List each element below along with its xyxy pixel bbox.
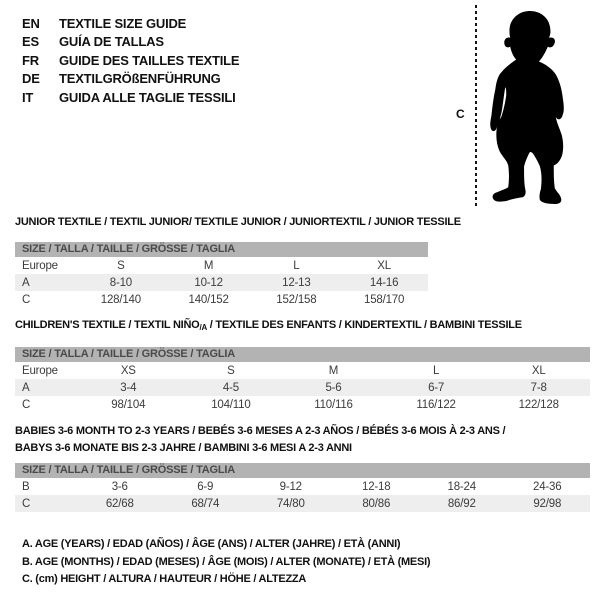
row-label-cell: C [22,497,31,510]
table-cell: 158/170 [364,293,405,306]
table-cell: 8-10 [109,276,132,289]
row-label-cell: B [22,480,30,493]
footnote-height: C. (cm) HEIGHT / ALTURA / HAUTEUR / HÖHE / ALTEZZA [22,573,307,585]
lang-code: ES [22,34,39,50]
title-subscript: /A [199,323,207,332]
table-cell: 4-5 [222,381,239,394]
table-cell: S [227,364,235,377]
lang-row-es [22,33,239,52]
table-cell: L [293,259,300,272]
table-cell: XS [120,364,136,377]
table-row [15,379,590,396]
row-label-cell: A [22,276,30,289]
lang-label: TEXTILGRÖßENFÜHRUNG [59,71,221,87]
table-cell: 140/152 [188,293,229,306]
toddler-silhouette-icon [484,8,576,206]
measure-dashed-line [475,5,477,208]
table-cell: 3-4 [120,381,137,394]
table-cell: 128/140 [100,293,141,306]
table-cell: 3-6 [111,480,128,493]
lang-label: GUIDA ALLE TAGLIE TESSILI [59,89,236,105]
measure-label-c: C [456,107,465,121]
table-cell: 7-8 [530,381,547,394]
table-cell: 98/104 [111,398,146,411]
lang-code: EN [22,15,40,31]
table-cell: M [203,259,214,272]
lang-label: TEXTILE SIZE GUIDE [59,15,187,31]
lang-row-fr [22,51,239,70]
table-cell: 116/122 [416,398,456,411]
size-header-bar: SIZE / TALLA / TAILLE / GRÖSSE / TAGLIA [15,347,590,362]
table-cell: 62/68 [105,497,134,510]
table-row [15,478,590,495]
table-cell: 9-12 [279,480,302,493]
table-cell: 5-6 [325,381,342,394]
table-cell: 122/128 [518,398,559,411]
table-row [15,495,590,512]
language-legend [22,14,239,107]
footnote-age-years: A. AGE (YEARS) / EDAD (AÑOS) / ÂGE (ANS) / ALTER (JAHRE) / ETÀ (ANNI) [22,538,401,550]
footnote-age-months: B. AGE (MONTHS) / EDAD (MESES) / ÂGE (MOIS) / ALTER (MONATE) / ETÀ (MESI) [22,556,431,568]
table-cell: 74/80 [276,497,305,510]
junior-table [15,242,428,308]
table-cell: 68/74 [191,497,220,510]
lang-code: DE [22,71,40,87]
table-cell: 14-16 [369,276,399,289]
table-cell: 86/92 [447,497,476,510]
table-cell: 12-13 [282,276,311,289]
children-table-title [15,319,522,332]
table-cell: 104/110 [211,398,251,411]
table-cell: 110/116 [314,398,353,411]
junior-table-title: JUNIOR TEXTILE / TEXTIL JUNIOR/ TEXTILE JUNIOR / JUNIORTEXTIL / JUNIOR TESSILE [15,216,461,228]
table-row [15,396,590,413]
lang-code: FR [22,52,39,68]
babies-table-title-line2: BABYS 3-6 MONATE BIS 2-3 JAHRE / BAMBINI 3-6 MESI A 2-3 ANNI [15,442,352,454]
table-cell: M [328,364,339,377]
children-table [15,347,590,413]
row-label-cell: C [22,293,31,306]
table-row [15,274,428,291]
title-text: CHILDREN'S TEXTILE / TEXTIL NIÑO [15,319,200,331]
table-cell: 92/98 [533,497,562,510]
table-cell: L [432,364,440,377]
table-cell: 10-12 [194,276,223,289]
table-cell: 152/158 [276,293,317,306]
table-cell: XL [377,259,391,272]
lang-label: GUIDE DES TAILLES TEXTILE [59,52,240,68]
lang-row-en [22,14,239,33]
title-text: / TEXTILE DES ENFANTS / KINDERTEXTIL / BAMBINI TESSILE [206,319,522,331]
table-row [15,291,428,308]
lang-code: IT [22,89,34,105]
row-label-cell: C [22,398,31,411]
babies-table [15,463,590,512]
table-cell: 80/86 [362,497,391,510]
table-cell: S [117,259,125,272]
table-cell: 6-7 [428,381,445,394]
table-row [15,362,590,379]
row-label-cell: A [22,381,30,394]
table-cell: 18-24 [447,480,476,493]
size-header-bar: SIZE / TALLA / TAILLE / GRÖSSE / TAGLIA [15,463,590,478]
babies-table-title-line1: BABIES 3-6 MONTH TO 2-3 YEARS / BEBÉS 3-6 MESES A 2-3 AÑOS / BÉBÉS 3-6 MOIS À 2-3 ANS / [15,425,506,437]
table-cell: 6-9 [197,480,214,493]
size-header-bar: SIZE / TALLA / TAILLE / GRÖSSE / TAGLIA [15,242,428,257]
row-label-cell: Europe [22,259,58,272]
lang-row-de [22,70,239,89]
row-label-cell: Europe [22,364,58,377]
lang-row-it [22,88,239,107]
table-cell: 12-18 [362,480,391,493]
table-cell: XL [531,364,546,377]
lang-label: GUÍA DE TALLAS [59,34,164,50]
table-row [15,257,428,274]
table-cell: 24-36 [533,480,562,493]
